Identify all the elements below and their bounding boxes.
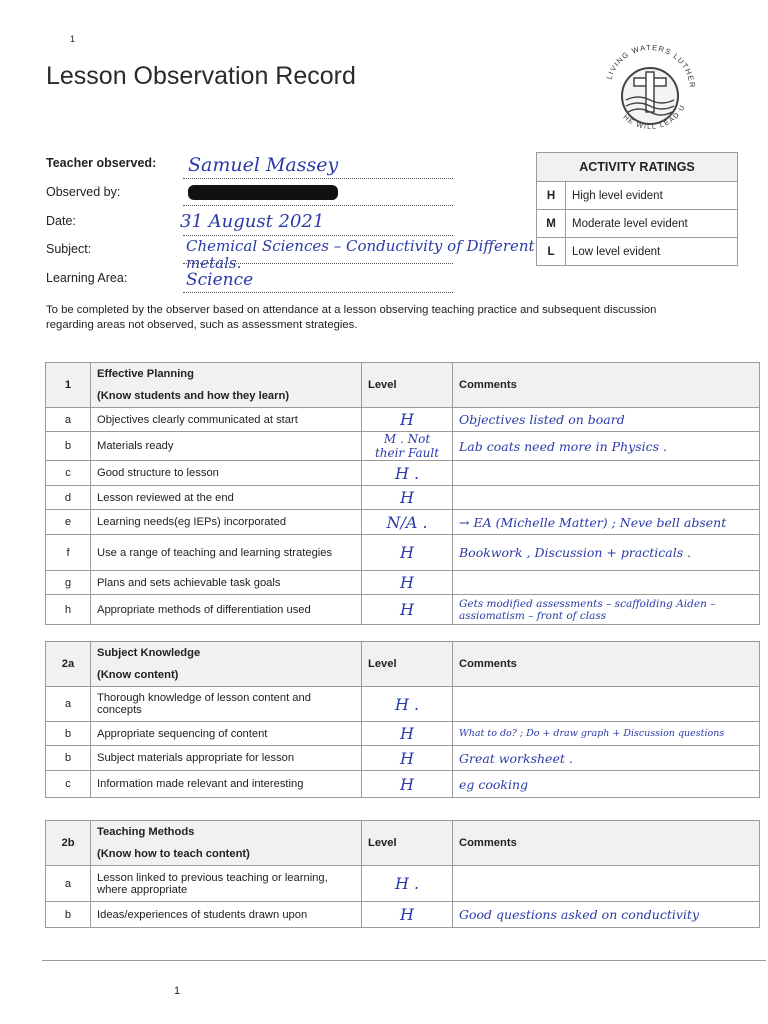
- row-criterion: Learning needs(eg IEPs) incorporated: [91, 510, 362, 535]
- row-criterion: Materials ready: [91, 432, 362, 461]
- rating-desc: High level evident: [566, 182, 738, 210]
- observed-by-label: Observed by:: [46, 185, 121, 199]
- row-level: H: [362, 571, 453, 595]
- row-comment: [453, 461, 760, 486]
- subject-value: Chemical Sciences – Conductivity of Different metals.: [186, 237, 535, 272]
- row-comment: → EA (Michelle Matter) ; Neve bell absent: [453, 510, 760, 535]
- rating-code: H: [537, 182, 566, 210]
- subject-label: Subject:: [46, 242, 92, 256]
- row-level: H: [362, 771, 453, 798]
- row-letter: a: [46, 866, 91, 902]
- row-criterion: Subject materials appropriate for lesson: [91, 746, 362, 771]
- row-level: H .: [362, 687, 453, 722]
- row-level: H: [362, 595, 453, 625]
- rating-desc: Moderate level evident: [566, 210, 738, 238]
- observer-redaction: [188, 185, 338, 200]
- row-letter: g: [46, 571, 91, 595]
- learning-area-value: Science: [186, 270, 254, 290]
- comments-header: Comments: [453, 642, 760, 687]
- teacher-observed-value: Samuel Massey: [188, 154, 339, 176]
- section-title: Teaching Methods: [97, 826, 195, 838]
- table-row: [46, 510, 760, 535]
- row-comment: [453, 571, 760, 595]
- college-crest-icon: [598, 38, 702, 138]
- table-row: [46, 687, 760, 722]
- table-row: [46, 771, 760, 798]
- section-number: 2a: [46, 642, 91, 687]
- row-letter: e: [46, 510, 91, 535]
- level-header: Level: [362, 821, 453, 866]
- row-comment: Bookwork , Discussion + practicals .: [453, 535, 760, 571]
- row-level: H .: [362, 866, 453, 902]
- section-subtitle: (Know content): [97, 669, 179, 681]
- row-comment: [453, 687, 760, 722]
- date-rule: [183, 235, 453, 236]
- row-criterion: Lesson linked to previous teaching or learning, where appropriate: [91, 866, 362, 902]
- svg-text:HE WILL LEAD US: HE WILL LEAD U: [621, 103, 687, 132]
- row-criterion: Appropriate methods of differentiation used: [91, 595, 362, 625]
- teacher-observed-rule: [183, 178, 453, 179]
- footer-divider: [42, 960, 766, 961]
- rating-code: L: [537, 238, 566, 266]
- section-heading: [91, 642, 362, 687]
- row-comment: Objectives listed on board: [453, 408, 760, 432]
- level-header: Level: [362, 363, 453, 408]
- section-subtitle: (Know how to teach content): [97, 848, 250, 860]
- activity-ratings-table: [536, 152, 738, 266]
- row-letter: f: [46, 535, 91, 571]
- page-title: Lesson Observation Record: [46, 62, 356, 90]
- row-criterion: Lesson reviewed at the end: [91, 486, 362, 510]
- rating-row: [537, 210, 738, 238]
- comments-header: Comments: [453, 363, 760, 408]
- college-logo: [598, 38, 702, 138]
- row-level: M . Not their Fault: [362, 432, 453, 461]
- row-level: H: [362, 408, 453, 432]
- row-letter: h: [46, 595, 91, 625]
- row-level: H: [362, 486, 453, 510]
- row-letter: b: [46, 746, 91, 771]
- row-criterion: Use a range of teaching and learning strategies: [91, 535, 362, 571]
- row-comment: Lab coats need more in Physics .: [453, 432, 760, 461]
- row-level: H .: [362, 461, 453, 486]
- row-criterion: Information made relevant and interesting: [91, 771, 362, 798]
- learning-area-label: Learning Area:: [46, 271, 128, 285]
- row-letter: b: [46, 722, 91, 746]
- row-comment: [453, 866, 760, 902]
- row-letter: c: [46, 771, 91, 798]
- learning-area-rule: [183, 292, 453, 293]
- svg-text:LIVING WATERS LUTHERAN COLLEGE: LIVING WATERS LUTHER: [604, 42, 698, 90]
- row-letter: d: [46, 486, 91, 510]
- table-row: [46, 866, 760, 902]
- row-criterion: Objectives clearly communicated at start: [91, 408, 362, 432]
- level-header: Level: [362, 642, 453, 687]
- section-subtitle: (Know students and how they learn): [97, 390, 290, 402]
- observed-by-rule: [183, 205, 453, 206]
- row-criterion: Ideas/experiences of students drawn upon: [91, 902, 362, 928]
- row-level: N/A .: [362, 510, 453, 535]
- section-effective-planning: [45, 362, 760, 625]
- row-level: H: [362, 722, 453, 746]
- row-level: H: [362, 902, 453, 928]
- row-comment: What to do? ; Do + draw graph + Discussion questions: [453, 722, 760, 746]
- section-number: 2b: [46, 821, 91, 866]
- row-comment: eg cooking: [453, 771, 760, 798]
- table-row: [46, 902, 760, 928]
- row-criterion: Appropriate sequencing of content: [91, 722, 362, 746]
- row-letter: b: [46, 432, 91, 461]
- row-letter: a: [46, 408, 91, 432]
- teacher-observed-label: Teacher observed:: [46, 156, 157, 170]
- rating-row: [537, 182, 738, 210]
- table-row: [46, 461, 760, 486]
- table-row: [46, 486, 760, 510]
- row-letter: a: [46, 687, 91, 722]
- intro-text: To be completed by the observer based on attendance at a lesson observing teaching practice and subsequent discussion regarding areas not observed, such as assessment strategies.: [46, 304, 657, 331]
- row-criterion: Good structure to lesson: [91, 461, 362, 486]
- section-subject-knowledge: [45, 641, 760, 798]
- table-row: [46, 722, 760, 746]
- rating-desc: Low level evident: [566, 238, 738, 266]
- row-criterion: Thorough knowledge of lesson content and concepts: [91, 687, 362, 722]
- section-heading: [91, 821, 362, 866]
- table-row: [46, 432, 760, 461]
- section-title: Effective Planning: [97, 368, 194, 380]
- rating-row: [537, 238, 738, 266]
- table-row: [46, 535, 760, 571]
- table-row: [46, 595, 760, 625]
- page-number: 1: [174, 985, 181, 997]
- activity-ratings-title: ACTIVITY RATINGS: [537, 153, 738, 182]
- row-comment: Great worksheet .: [453, 746, 760, 771]
- rating-code: M: [537, 210, 566, 238]
- section-number: 1: [46, 363, 91, 408]
- row-letter: c: [46, 461, 91, 486]
- row-letter: b: [46, 902, 91, 928]
- date-label: Date:: [46, 214, 76, 228]
- table-row: [46, 571, 760, 595]
- top-mark: 1: [70, 34, 76, 44]
- row-comment: [453, 486, 760, 510]
- table-row: [46, 746, 760, 771]
- comments-header: Comments: [453, 821, 760, 866]
- row-comment: Good questions asked on conductivity: [453, 902, 760, 928]
- row-comment: Gets modified assessments – scaffolding Aiden – assiomatism – front of class: [453, 595, 760, 625]
- row-level: H: [362, 746, 453, 771]
- section-teaching-methods: [45, 820, 760, 928]
- section-heading: [91, 363, 362, 408]
- row-level: H: [362, 535, 453, 571]
- date-value: 31 August 2021: [180, 211, 325, 232]
- table-row: [46, 408, 760, 432]
- section-title: Subject Knowledge: [97, 647, 201, 659]
- row-criterion: Plans and sets achievable task goals: [91, 571, 362, 595]
